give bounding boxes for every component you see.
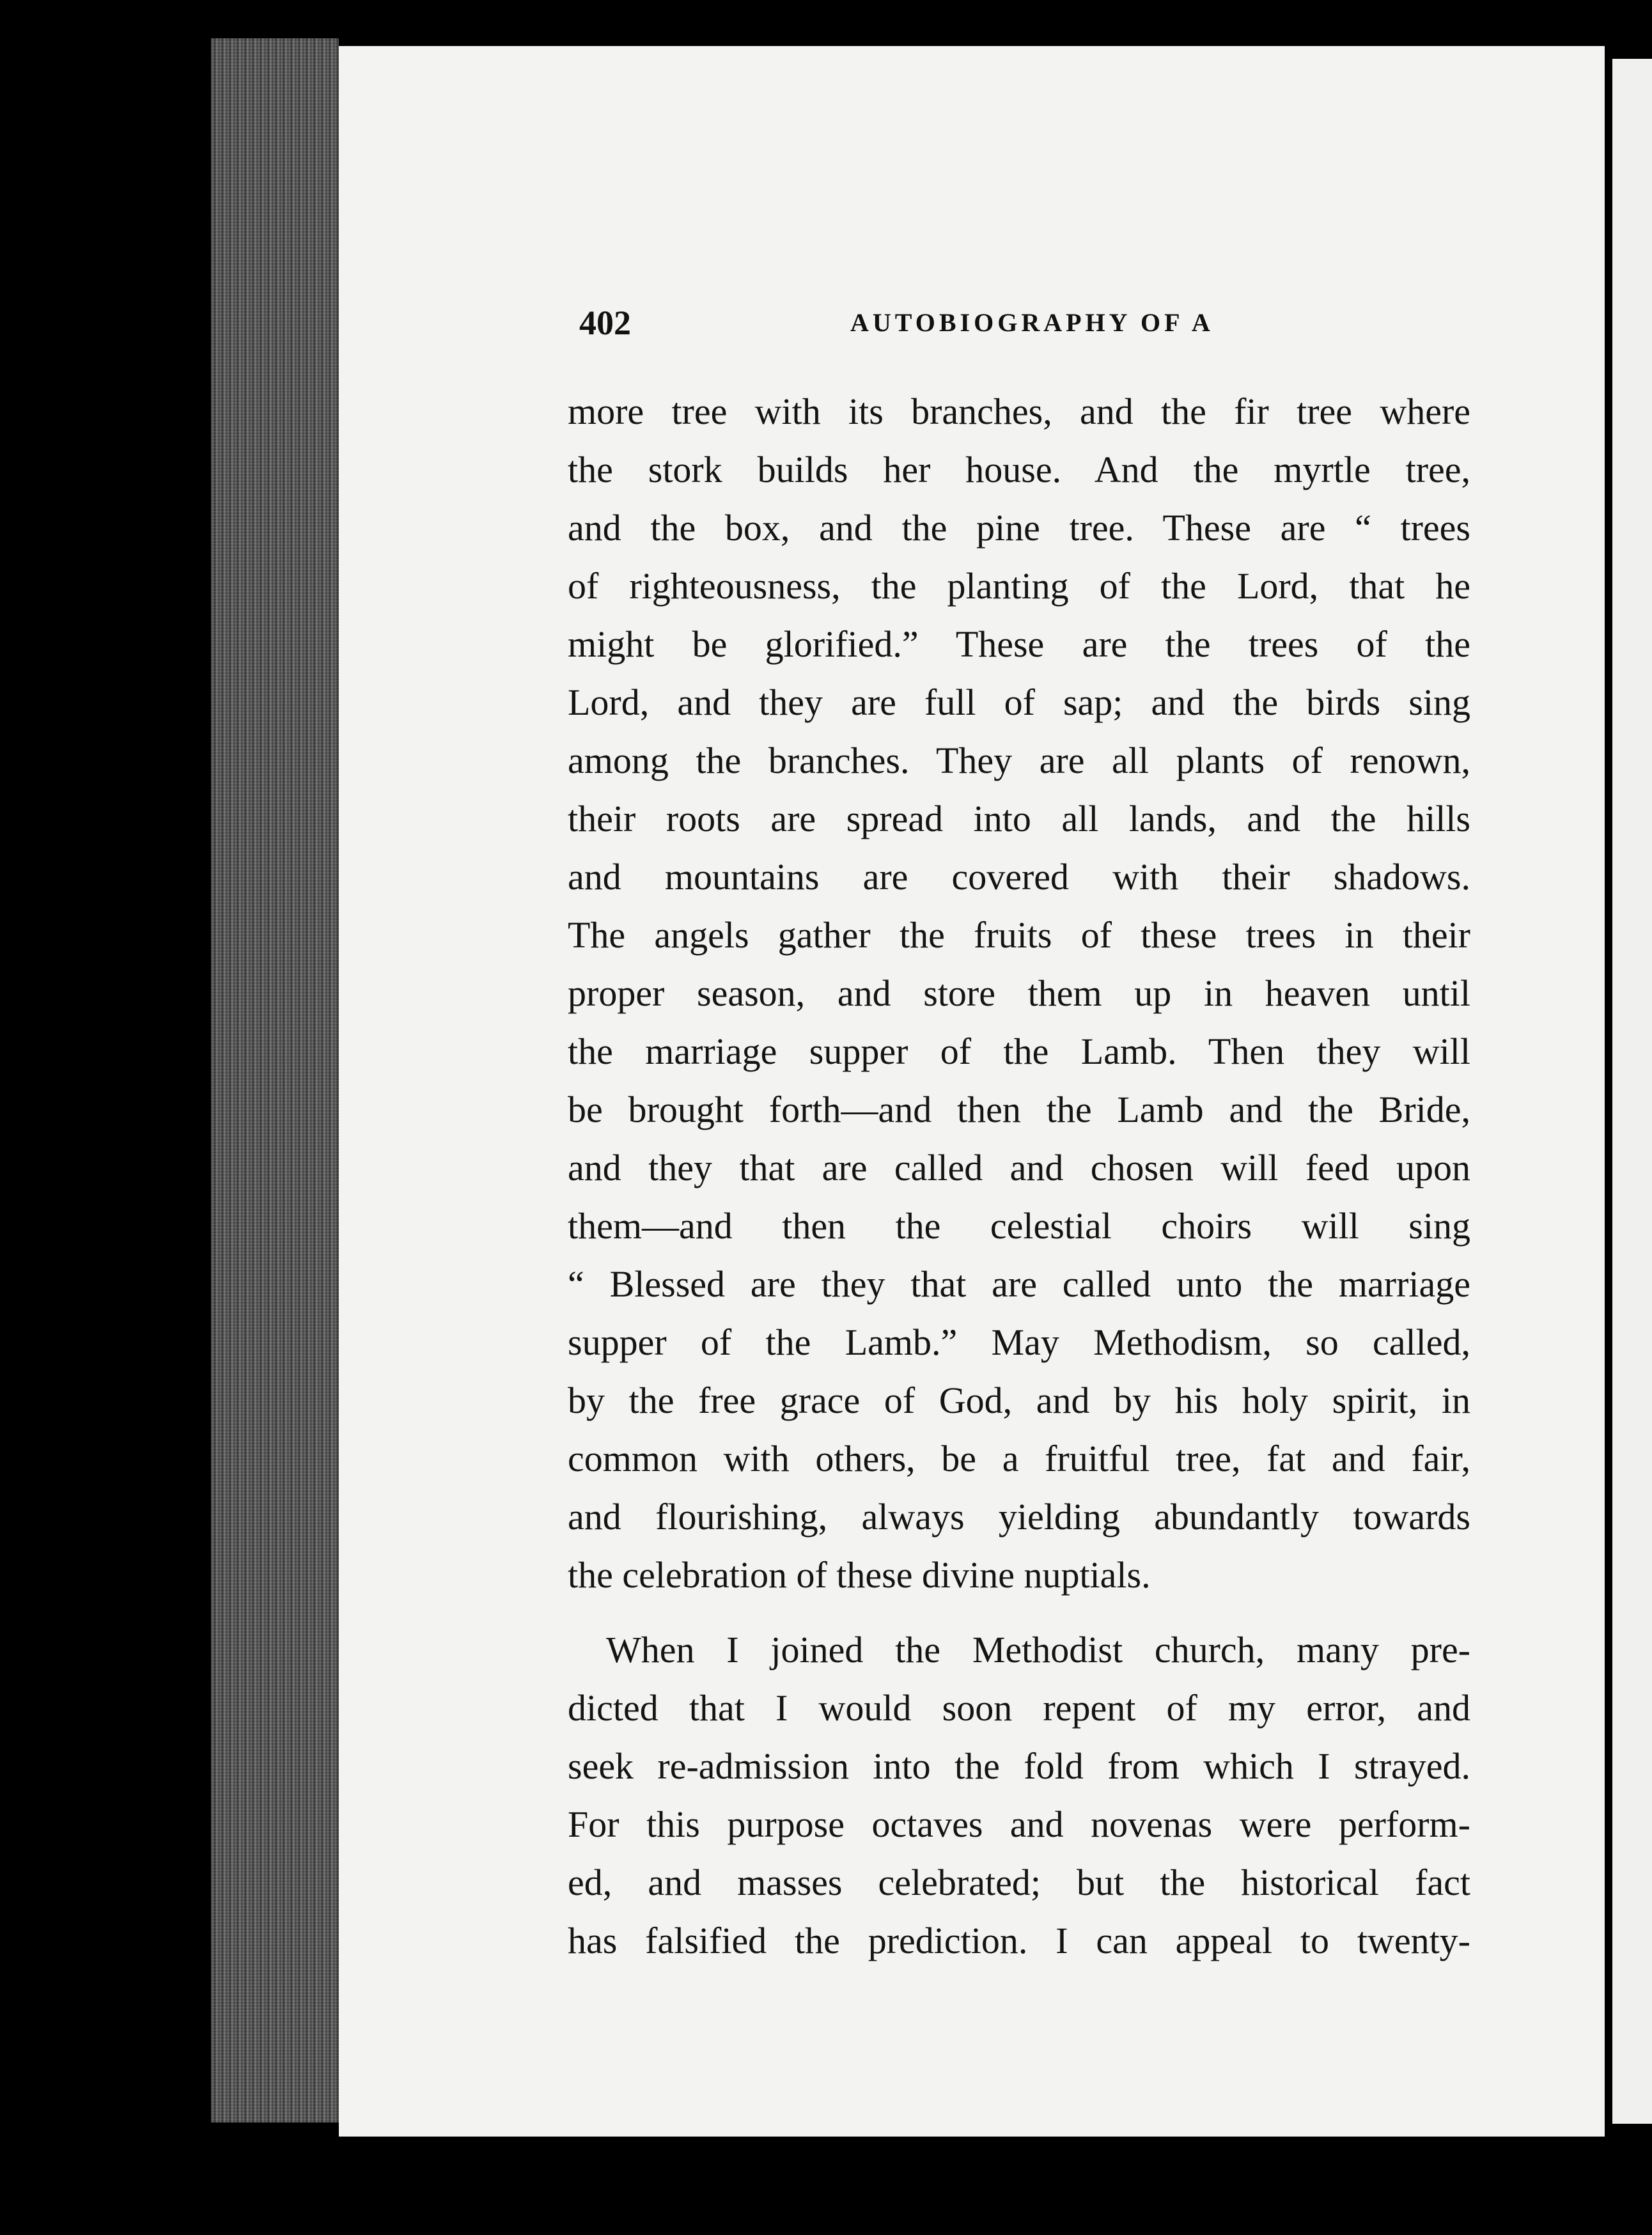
text-line: ed, and masses celebrated; but the historical fact: [568, 1862, 1470, 1903]
book-page-edges: [211, 38, 339, 2122]
paragraph: [568, 1621, 1470, 1970]
text-line: For this purpose octaves and novenas were perform-: [568, 1803, 1470, 1845]
text-line: by the free grace of God, and by his holy spirit, in: [568, 1380, 1470, 1421]
text-line: “ Blessed are they that are called unto the marriage: [568, 1263, 1470, 1305]
text-line: might be glorified.” These are the trees of the: [568, 623, 1470, 665]
text-line: proper season, and store them up in heaven until: [568, 972, 1470, 1014]
text-line: common with others, be a fruitful tree, fat and fair,: [568, 1438, 1470, 1479]
text-line: supper of the Lamb.” May Methodism, so called,: [568, 1321, 1470, 1363]
text-line: and flourishing, always yielding abundantly towards: [568, 1496, 1470, 1538]
paragraph: [568, 382, 1470, 1604]
text-line: and they that are called and chosen will feed upon: [568, 1147, 1470, 1188]
text-line: more tree with its branches, and the fir tree where: [568, 391, 1470, 432]
page-header: [579, 294, 1244, 352]
text-line: the marriage supper of the Lamb. Then they will: [568, 1031, 1470, 1072]
text-line: dicted that I would soon repent of my error, and: [568, 1687, 1470, 1729]
text-line: has falsified the prediction. I can appeal to twenty-: [568, 1920, 1470, 1961]
text-line: the stork builds her house. And the myrtle tree,: [568, 449, 1470, 490]
text-line: The angels gather the fruits of these trees in their: [568, 914, 1470, 956]
page-gutter: [1605, 46, 1612, 2149]
text-line: among the branches. They are all plants of renown,: [568, 740, 1470, 781]
page-number: 402: [579, 304, 631, 342]
text-line: When I joined the Methodist church, many pre-: [606, 1629, 1470, 1670]
body-text: [568, 382, 1470, 1970]
text-line: of righteousness, the planting of the Lord, that he: [568, 565, 1470, 607]
text-line: Lord, and they are full of sap; and the birds sing: [568, 681, 1470, 723]
text-line: and the box, and the pine tree. These are “ trees: [568, 507, 1470, 549]
text-line: them—and then the celestial choirs will sing: [568, 1205, 1470, 1247]
running-head: AUTOBIOGRAPHY OF A: [850, 308, 1214, 337]
facing-page-edge: [1612, 59, 1652, 2124]
text-line: and mountains are covered with their shadows.: [568, 856, 1470, 898]
text-line: their roots are spread into all lands, and the hills: [568, 798, 1470, 839]
text-line: be brought forth—and then the Lamb and the Bride,: [568, 1089, 1470, 1130]
text-line: seek re-admission into the fold from which I strayed.: [568, 1745, 1470, 1787]
text-line: the celebration of these divine nuptials.: [568, 1554, 1151, 1596]
